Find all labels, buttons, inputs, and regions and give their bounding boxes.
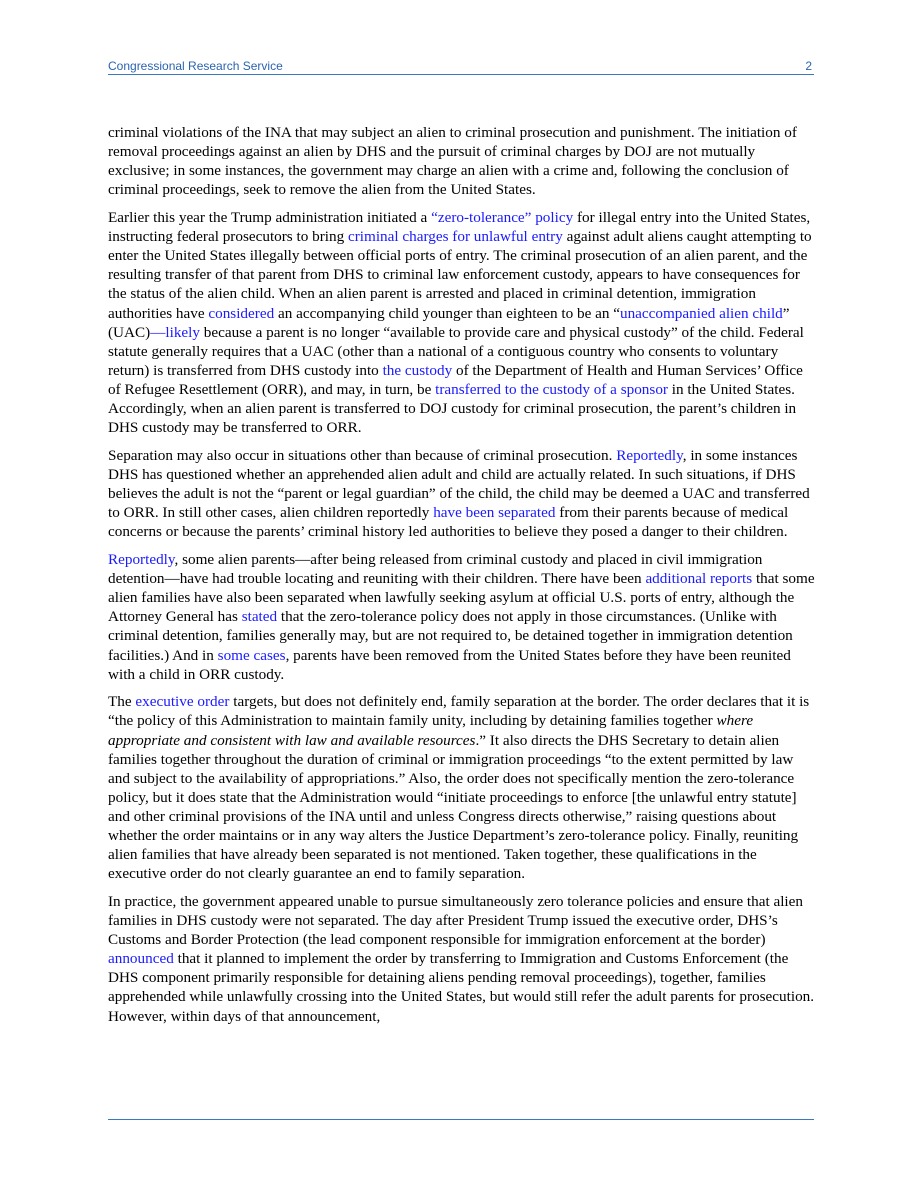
link-stated[interactable]: stated (241, 608, 278, 626)
paragraph-6 (108, 892, 816, 1026)
footer-rule (108, 1119, 814, 1120)
text-run: from their parents because of medical concerns or because the parents’ criminal history led authorities to believe they posed a danger to their children. (108, 504, 789, 541)
link-considered[interactable]: considered (208, 304, 275, 322)
link-criminal-charges[interactable]: criminal charges for unlawful entry (347, 228, 563, 246)
paragraph-1 (108, 123, 816, 199)
link-likely[interactable]: —likely (150, 323, 200, 341)
document-body (108, 123, 816, 1034)
header-title: Congressional Research Service (108, 59, 283, 73)
link-executive-order[interactable]: executive order (135, 693, 230, 711)
text-run: of the Department of Health and Human Services’ Office of Refugee Resettlement (ORR), and may, in turn, be (108, 361, 803, 398)
text-run: In practice, the government appeared unable to pursue simultaneously zero tolerance policies and ensure that alien families in DHS custody were not separated. The day after President Trump issued the executive order, DHS’s Customs and Border Protection (the lead component responsible for immigration enforcement at the border) (108, 893, 803, 949)
link-transferred-to-sponsor[interactable]: transferred to the custody of a sponsor (435, 380, 668, 398)
text-run: for illegal entry into the United States, instructing federal prosecutors to bring (108, 209, 811, 246)
paragraph-3 (108, 446, 816, 541)
text-run: , in some instances DHS has questioned whether an apprehended alien adult and child are actually related. In such situations, if DHS believes the adult is not the “parent or legal guardian” of the child, the child may be deemed a UAC and transferred to ORR. In still other cases, alien children reportedly (108, 446, 810, 522)
text-run: against adult aliens caught attempting to enter the United States illegally between official ports of entry. The criminal prosecution of an alien parent, and the resulting transfer of that parent from DHS to criminal law enforcement custody, appears to have consequences for the status of the alien child. When an alien parent is arrested and placed in criminal detention, immigration authorities have (108, 228, 812, 322)
link-the-custody[interactable]: the custody (382, 361, 453, 379)
paragraph-4 (108, 550, 816, 684)
text-run: Separation may also occur in situations other than because of criminal prosecution. (108, 446, 617, 464)
text-run: , parents have been removed from the United States before they have been reunited with a child in ORR custody. (108, 646, 791, 683)
text-run: that some alien families have also been separated when lawfully seeking asylum at official U.S. ports of entry, although the Attorney General has (108, 570, 815, 626)
link-unaccompanied-alien-child[interactable]: unaccompanied alien child (619, 304, 783, 322)
text-run: , some alien parents—after being released from criminal custody and placed in civil immigration detention—have had trouble locating and reuniting with their children. There have been (108, 551, 763, 588)
page-header (108, 58, 814, 75)
text-run: because a parent is no longer “available to provide care and physical custody” of the child. Federal statute generally requires that a UAC (other than a national of a contiguous country who consents to voluntary return) is transferred from DHS custody into (108, 323, 804, 379)
paragraph-5 (108, 692, 816, 883)
text-run: in the United States. Accordingly, when an alien parent is transferred to DOJ custody for criminal prosecution, the parent’s children in DHS custody may be transferred to ORR. (108, 380, 797, 437)
text-run: ” (UAC) (108, 304, 790, 341)
link-zero-tolerance-policy[interactable]: “zero-tolerance” policy (431, 209, 574, 227)
text-run: that it planned to implement the order by transferring to Immigration and Customs Enforcement (the DHS component primarily responsible for detaining aliens pending removal proceedings), together, families apprehended while unlawfully crossing into the United States, but would still refer the adult parents for prosecution. However, within days of that announcement, (108, 950, 815, 1025)
text-run: that the zero-tolerance policy does not apply in those circumstances. (Unlike with criminal detention, families generally may, but are not required to, be detained together in immigration detention facilities.) And in (108, 608, 793, 664)
link-additional-reports[interactable]: additional reports (645, 570, 753, 588)
paragraph-2 (108, 208, 816, 437)
text-run: criminal violations of the INA that may subject an alien to criminal prosecution and punishment. The initiation of removal proceedings against an alien by DHS and the pursuit of criminal charges by DOJ are not mutually exclusive; in some instances, the government may charge an alien with a crime and, following the conclusion of criminal proceedings, seek to remove the alien from the United States. (108, 124, 797, 199)
link-have-been-separated[interactable]: have been separated (433, 504, 556, 522)
link-reportedly-2[interactable]: Reportedly (108, 551, 175, 569)
text-run: .” It also directs the DHS Secretary to detain alien families together throughout the duration of criminal or immigration proceedings “to the extent permitted by law and subject to the availability of appropriations.” Also, the order does not specifically mention the zero-tolerance policy, but it does state that the Administration would “initiate proceedings to enforce [the unlawful entry statute] and other criminal provisions of the INA until and unless Congress directs otherwise,” raising questions about whether the order maintains or in any way alters the Justice Department’s zero-tolerance policy. Finally, reuniting alien families that have already been separated is not mentioned. Taken together, these qualifications in the executive order do not clearly guarantee an end to family separation. (108, 731, 799, 883)
link-announced[interactable]: announced (108, 950, 174, 968)
italic-text: where appropriate and consistent with law and available resources (108, 712, 754, 749)
link-some-cases[interactable]: some cases (217, 646, 286, 664)
text-run: targets, but does not definitely end, family separation at the border. The order declares that it is “the policy of this Administration to maintain family unity, including by detaining families together (108, 693, 810, 730)
text-run: The (108, 693, 136, 711)
text-run: Earlier this year the Trump administration initiated a (108, 209, 432, 227)
page-number: 2 (805, 59, 812, 73)
link-reportedly[interactable]: Reportedly (616, 446, 683, 464)
text-run: an accompanying child younger than eighteen to be an “ (274, 304, 620, 322)
